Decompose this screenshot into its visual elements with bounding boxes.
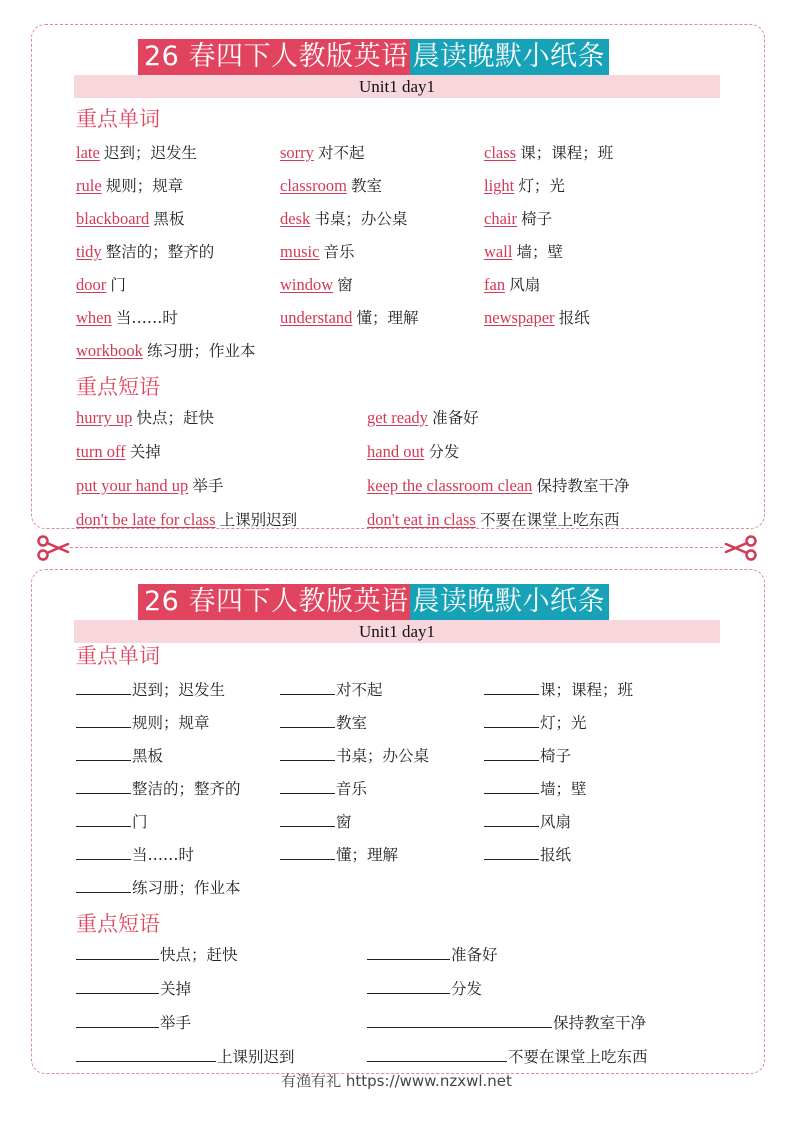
phrase-item: hand out 分发 — [367, 442, 460, 461]
answer-blank[interactable] — [76, 943, 159, 960]
phrase-item: put your hand up 举手 — [76, 476, 224, 495]
word-item: classroom 教室 — [280, 176, 383, 195]
answer-blank[interactable] — [76, 977, 159, 994]
word-blank-item: 整洁的；整齐的 — [76, 777, 241, 799]
answer-blank[interactable] — [367, 977, 450, 994]
answer-blank[interactable] — [367, 943, 450, 960]
word-item: light 灯；光 — [484, 176, 565, 195]
word-item: late 迟到；迟发生 — [76, 143, 197, 162]
answer-blank[interactable] — [76, 876, 131, 893]
word-item: when 当……时 — [76, 308, 178, 327]
unit-label: Unit1 day1 — [74, 620, 720, 643]
answer-blank[interactable] — [280, 777, 335, 794]
scissors-icon — [36, 535, 72, 561]
phrase-blank-item: 准备好 — [367, 943, 498, 965]
phrase-item: don't be late for class 上课别迟到 — [76, 510, 298, 529]
phrase-blank-item: 关掉 — [76, 977, 191, 999]
answer-blank[interactable] — [76, 843, 131, 860]
title-red-part: 26 春四下人教版英语 — [138, 39, 410, 75]
answer-blank[interactable] — [76, 711, 131, 728]
phrase-item: get ready 准备好 — [367, 408, 479, 427]
word-blank-item: 黑板 — [76, 744, 163, 766]
phrase-item: hurry up 快点；赶快 — [76, 408, 215, 427]
answer-blank[interactable] — [484, 843, 539, 860]
phrase-item: turn off 关掉 — [76, 442, 161, 461]
answer-blank[interactable] — [280, 711, 335, 728]
word-item: understand 懂；理解 — [280, 308, 419, 327]
word-item: chair 椅子 — [484, 209, 553, 228]
word-blank-item: 懂；理解 — [280, 843, 398, 865]
answer-blank[interactable] — [76, 777, 131, 794]
word-item: newspaper 报纸 — [484, 308, 590, 327]
phrase-blank-item: 不要在课堂上吃东西 — [367, 1045, 648, 1067]
word-blank-item: 墙；壁 — [484, 777, 587, 799]
word-blank-item: 规则；规章 — [76, 711, 210, 733]
answer-blank[interactable] — [280, 843, 335, 860]
words-section-title: 重点单词 — [76, 644, 160, 668]
answer-blank[interactable] — [76, 1011, 159, 1028]
title-teal-part: 晨读晚默小纸条 — [410, 39, 609, 75]
watermark-footer: 有渔有礼 https://www.nzxwl.net — [281, 1072, 512, 1090]
word-item: workbook 练习册；作业本 — [76, 341, 256, 360]
title-banner — [138, 584, 609, 620]
phrases-section-title: 重点短语 — [76, 912, 160, 936]
word-item: desk 书桌；办公桌 — [280, 209, 408, 228]
word-item: tidy 整洁的；整齐的 — [76, 242, 215, 261]
answer-blank[interactable] — [484, 678, 539, 695]
word-item: wall 墙；壁 — [484, 242, 564, 261]
phrase-blank-item: 分发 — [367, 977, 482, 999]
word-item: window 窗 — [280, 275, 353, 294]
unit-label: Unit1 day1 — [74, 75, 720, 98]
word-item: fan 风扇 — [484, 275, 541, 294]
title-teal-part: 晨读晚默小纸条 — [410, 584, 609, 620]
answer-blank[interactable] — [484, 711, 539, 728]
answer-blank[interactable] — [367, 1045, 507, 1062]
word-blank-item: 椅子 — [484, 744, 571, 766]
word-item: blackboard 黑板 — [76, 209, 185, 228]
word-blank-item: 灯；光 — [484, 711, 587, 733]
word-blank-item: 窗 — [280, 810, 352, 832]
words-section-title: 重点单词 — [76, 107, 160, 131]
answer-blank[interactable] — [484, 777, 539, 794]
word-item: music 音乐 — [280, 242, 355, 261]
word-blank-item: 当……时 — [76, 843, 194, 865]
phrase-blank-item: 上课别迟到 — [76, 1045, 295, 1067]
phrase-blank-item: 快点；赶快 — [76, 943, 238, 965]
word-blank-item: 对不起 — [280, 678, 383, 700]
phrase-item: don't eat in class 不要在课堂上吃东西 — [367, 510, 620, 529]
study-card-quiz — [31, 569, 765, 1074]
word-blank-item: 报纸 — [484, 843, 571, 865]
phrases-section-title: 重点短语 — [76, 375, 160, 399]
word-blank-item: 风扇 — [484, 810, 571, 832]
answer-blank[interactable] — [76, 810, 131, 827]
title-red-part: 26 春四下人教版英语 — [138, 584, 410, 620]
word-item: class 课；课程；班 — [484, 143, 614, 162]
answer-blank[interactable] — [280, 810, 335, 827]
scissors-icon — [722, 535, 758, 561]
answer-blank[interactable] — [280, 678, 335, 695]
answer-blank[interactable] — [280, 744, 335, 761]
word-item: door 门 — [76, 275, 126, 294]
study-card-answers — [31, 24, 765, 529]
word-blank-item: 课；课程；班 — [484, 678, 633, 700]
word-item: rule 规则；规章 — [76, 176, 184, 195]
word-blank-item: 迟到；迟发生 — [76, 678, 225, 700]
word-blank-item: 书桌；办公桌 — [280, 744, 429, 766]
phrase-blank-item: 举手 — [76, 1011, 191, 1033]
cut-line — [70, 547, 723, 548]
answer-blank[interactable] — [76, 744, 131, 761]
answer-blank[interactable] — [484, 810, 539, 827]
phrase-blank-item: 保持教室干净 — [367, 1011, 646, 1033]
answer-blank[interactable] — [484, 744, 539, 761]
word-blank-item: 教室 — [280, 711, 367, 733]
word-item: sorry 对不起 — [280, 143, 365, 162]
answer-blank[interactable] — [367, 1011, 552, 1028]
answer-blank[interactable] — [76, 678, 131, 695]
answer-blank[interactable] — [76, 1045, 216, 1062]
word-blank-item: 音乐 — [280, 777, 367, 799]
phrase-item: keep the classroom clean 保持教室干净 — [367, 476, 630, 495]
word-blank-item: 门 — [76, 810, 148, 832]
word-blank-item: 练习册；作业本 — [76, 876, 241, 898]
title-banner — [138, 39, 609, 75]
